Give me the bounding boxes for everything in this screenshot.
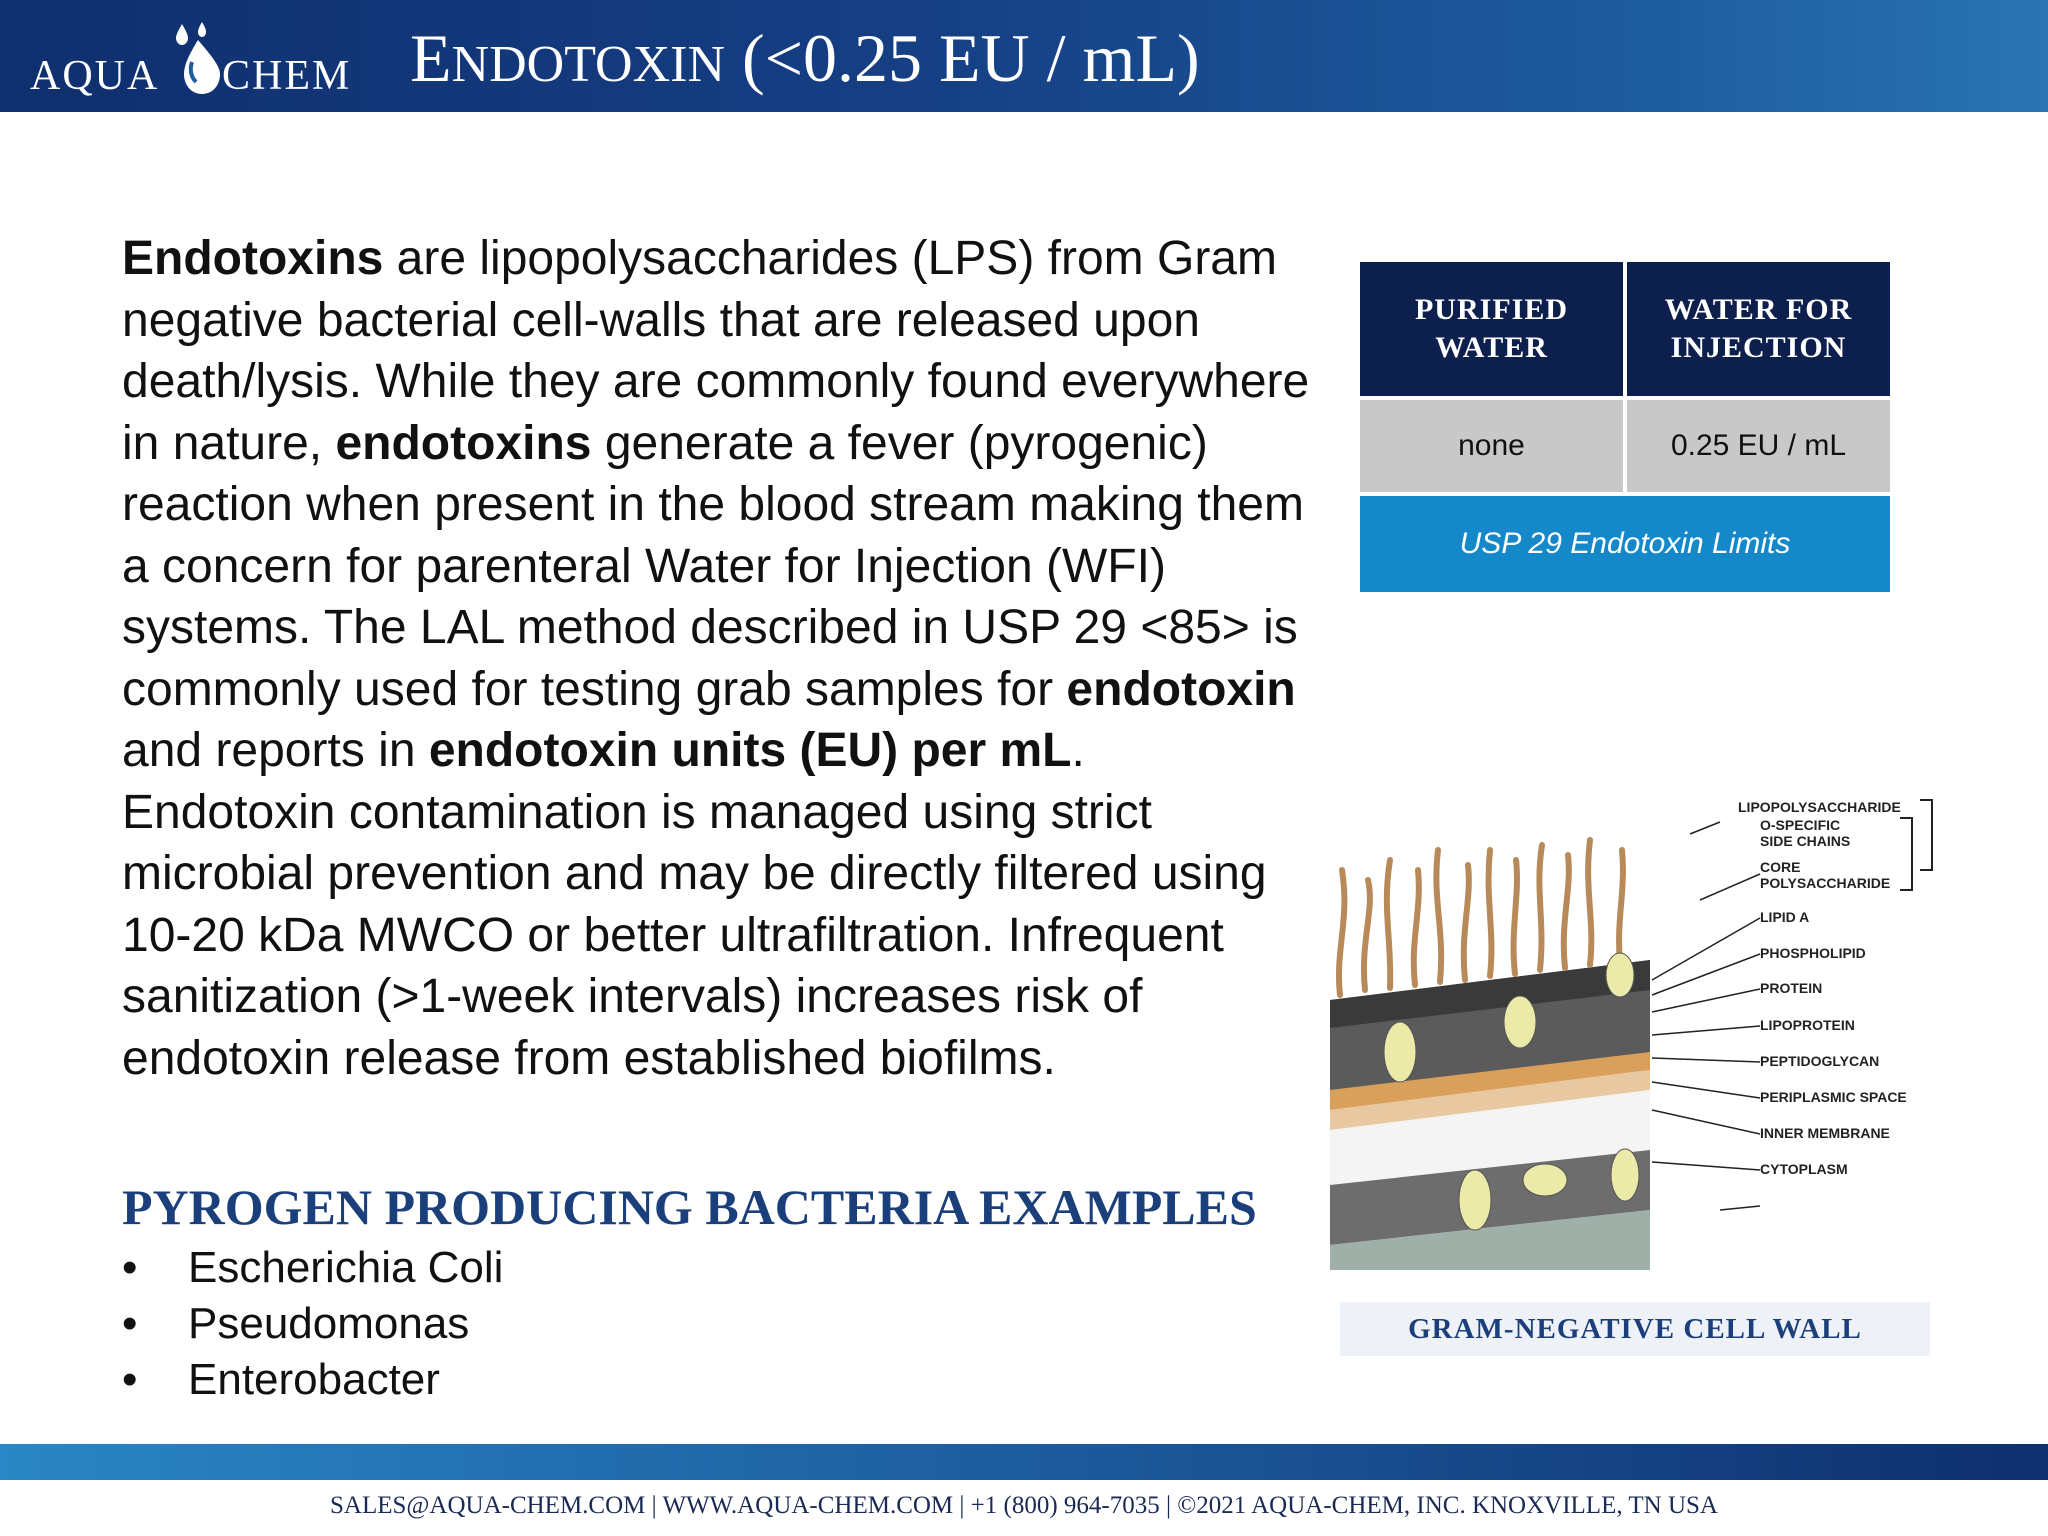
list-item: [122, 1240, 503, 1296]
o-chain-bracket: [1900, 818, 1912, 890]
protein-shape: [1504, 996, 1536, 1048]
bullet-marker: •: [122, 1243, 138, 1292]
label-polysaccharide: POLYSACCHARIDE: [1760, 875, 1891, 891]
lps-bracket: [1920, 800, 1932, 870]
protein-shape: [1384, 1022, 1416, 1082]
header-bar: [0, 0, 2048, 112]
label-phospholipid: PHOSPHOLIPID: [1760, 945, 1866, 961]
cell-wall-diagram: [1320, 790, 1940, 1280]
title-limit: (<0.25 EU / mL): [725, 20, 1200, 96]
logo-text-chem: CHEM: [222, 53, 352, 99]
bold-endotoxins: Endotoxins: [122, 232, 384, 285]
footer-contact[interactable]: SALES@AQUA-CHEM.COM | WWW.AQUA-CHEM.COM | +1 (800) 964-7035 | ©2021 AQUA-CHEM, INC. KNOXVILLE, TN USA: [329, 1492, 1718, 1519]
text-segment: are lipopolysaccharides (LPS) from Gram negative bacterial cell-walls that are released upon death/lysis. While they are commonly found everywhere in nature,: [122, 232, 1310, 470]
title-capital: E: [410, 20, 452, 96]
bullet-marker: •: [122, 1355, 138, 1404]
logo-text-aqua: AQUA: [30, 53, 160, 99]
paragraph-2: Endotoxin contamination is managed using strict microbial prevention and may be directly filtered using 10-20 kDa MWCO or better ultrafiltration. Infrequent sanitization (>1-week intervals) increases risk of endotoxin release from established biofilms.: [122, 785, 1267, 1085]
paragraph-1: [122, 228, 1322, 782]
bold-endotoxin: endotoxin: [1066, 662, 1296, 716]
list-item-label: Escherichia Coli: [188, 1243, 504, 1292]
label-periplasmic-space: PERIPLASMIC SPACE: [1760, 1089, 1907, 1105]
label-lipid-a: LIPID A: [1760, 909, 1810, 925]
list-item: [122, 1296, 503, 1352]
cell-purified-water: none: [1360, 400, 1623, 492]
cell-water-for-injection: 0.25 EU / mL: [1627, 400, 1890, 492]
text-segment: generate a fever (pyrogenic) reaction when present in the blood stream making them a concern for parenteral Water for Injection (WFI) systems. The LAL method described in USP 29 <85> is commonly used for testing grab samples for: [122, 416, 1304, 716]
title-small-caps: NDOTOXIN: [451, 36, 726, 93]
table-caption: USP 29 Endotoxin Limits: [1360, 496, 1890, 592]
protein-shape: [1459, 1170, 1491, 1230]
header-purified-water: PURIFIED WATER: [1360, 262, 1623, 396]
label-lipopolysaccharide: LIPOPOLYSACCHARIDE: [1738, 799, 1901, 815]
bold-endotoxins-2: endotoxins: [335, 416, 592, 470]
list-item: [122, 1352, 503, 1408]
label-lipoprotein: LIPOPROTEIN: [1760, 1017, 1855, 1033]
text-segment: .: [1071, 724, 1085, 777]
label-peptidoglycan: PEPTIDOGLYCAN: [1760, 1053, 1880, 1069]
bacteria-list: [122, 1240, 503, 1408]
table-header-row: [1360, 262, 1890, 396]
diagram-caption: GRAM-NEGATIVE CELL WALL: [1340, 1302, 1930, 1356]
label-protein: PROTEIN: [1760, 980, 1823, 996]
label-inner-membrane: INNER MEMBRANE: [1760, 1125, 1890, 1141]
water-drop-icon: [170, 22, 230, 98]
label-o-specific: O-SPECIFIC: [1760, 817, 1841, 833]
bacteria-examples-heading: PYROGEN PRODUCING BACTERIA EXAMPLES: [122, 1179, 1257, 1235]
label-side-chains: SIDE CHAINS: [1760, 833, 1851, 849]
text-segment: and reports in: [122, 724, 429, 777]
list-item-label: Pseudomonas: [188, 1299, 470, 1348]
endotoxin-limits-table: [1360, 262, 1890, 592]
protein-shape: [1523, 1164, 1567, 1196]
label-leader-lines: [1652, 822, 1760, 1210]
footer-bar: [0, 1444, 2048, 1480]
protein-shape: [1611, 1149, 1639, 1201]
table-row: [1360, 396, 1890, 492]
header-water-for-injection: WATER FOR INJECTION: [1627, 262, 1890, 396]
bold-endotoxin-units: endotoxin units (EU) per mL: [428, 724, 1072, 777]
list-item-label: Enterobacter: [188, 1355, 440, 1404]
label-core: CORE: [1760, 859, 1801, 875]
bullet-marker: •: [122, 1299, 138, 1348]
label-cytoplasm: CYTOPLASM: [1760, 1161, 1848, 1177]
page-title: [410, 18, 1200, 105]
aqua-chem-logo[interactable]: [30, 22, 370, 98]
protein-shape: [1606, 953, 1634, 997]
body-text: [122, 228, 1322, 1089]
